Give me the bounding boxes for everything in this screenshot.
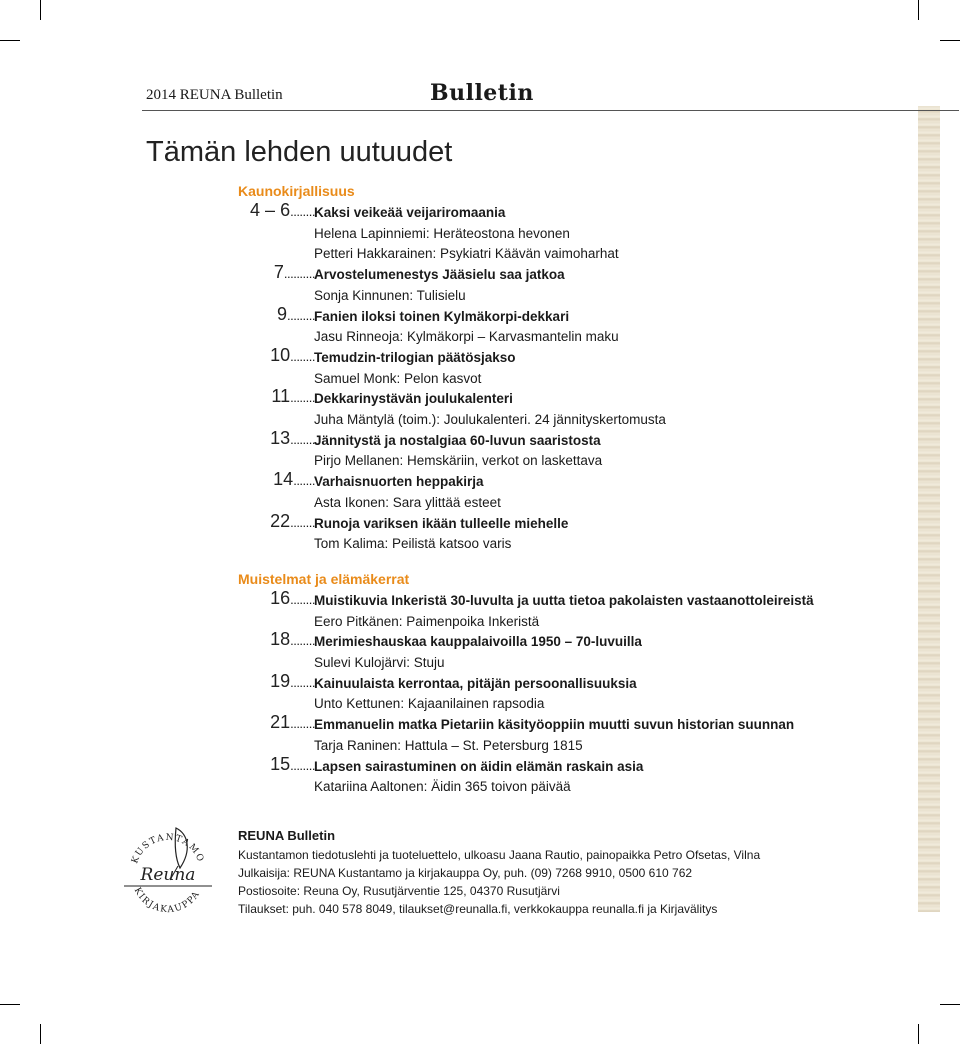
toc-entry-description: Tarja Raninen: Hattula – St. Petersburg 1815 (314, 737, 583, 753)
leader-dots: ........ (290, 674, 315, 690)
crop-mark (940, 40, 960, 41)
page-number: 19 (270, 670, 291, 691)
info-line: Kustantamon tiedotuslehti ja tuoteluettelo, ulkoasu Jaana Rautio, painopaikka Petro Ofsetas, Vilna (238, 848, 761, 862)
leader-dots: ........ (290, 514, 315, 530)
paper-edge-decoration (918, 106, 940, 912)
leader-dots: ........ (290, 348, 315, 364)
toc-page-number (237, 754, 315, 775)
toc-page-number (237, 428, 315, 449)
toc-entry-description: Petteri Hakkarainen: Psykiatri Käävän vaimoharhat (314, 246, 619, 262)
toc-page-number (237, 345, 315, 366)
leader-dots: ........ (290, 757, 315, 773)
leader-dots: ........ (290, 716, 315, 732)
header-divider (142, 110, 959, 111)
toc-entry-title: Varhaisnuorten heppakirja (314, 474, 484, 490)
crop-mark (0, 1004, 20, 1005)
toc-entry-description: Jasu Rinneoja: Kylmäkorpi – Karvasmantelin maku (314, 329, 619, 345)
leader-dots: ....... (293, 473, 315, 489)
toc-entry-title: Muistikuvia Inkeristä 30-luvulta ja uutta tietoa pakolaisten vastaanottoleireistä (314, 592, 814, 608)
leader-dots: ........ (290, 431, 315, 447)
leader-dots: ........ (290, 591, 315, 607)
header-year-label: 2014 REUNA Bulletin (146, 87, 283, 103)
page-number: 14 (273, 469, 294, 490)
toc-page-number (237, 200, 315, 221)
page-number: 9 (276, 303, 287, 324)
toc-page-number (237, 469, 315, 490)
leader-dots: ......... (286, 307, 315, 323)
toc-page-number (237, 386, 315, 407)
page-number: 21 (270, 712, 291, 733)
toc-entry-title: Kainuulaista kerrontaa, pitäjän persoonallisuuksia (314, 675, 637, 691)
toc-entry-description: Unto Kettunen: Kajaanilainen rapsodia (314, 696, 545, 712)
svg-text:KUSTANTAMO: KUSTANTAMO (130, 832, 206, 866)
toc-entry-title: Temudzin-trilogian päätösjakso (314, 349, 516, 365)
page-number: 18 (270, 629, 291, 650)
page-number: 10 (270, 344, 291, 365)
crop-mark (940, 1004, 960, 1005)
toc-entry-title: Runoja variksen ikään tulleelle miehelle (314, 515, 569, 531)
page-number: 7 (273, 262, 284, 283)
toc-entry-description: Eero Pitkänen: Paimenpoika Inkeristä (314, 613, 540, 629)
section-heading: Muistelmat ja elämäkerrat (238, 570, 410, 587)
reuna-logo (118, 820, 218, 920)
section-heading: Kaunokirjallisuus (238, 183, 355, 199)
info-title: REUNA Bulletin (238, 828, 336, 843)
toc-entry-description: Samuel Monk: Pelon kasvot (314, 370, 482, 386)
toc-entry-title: Emmanuelin matka Pietariin käsityöoppiin muutti suvun historian suunnan (314, 717, 795, 733)
page-number: 4 – 6 (250, 200, 291, 220)
crop-mark (40, 0, 41, 20)
crop-mark (918, 1024, 919, 1044)
toc-entry-description: Juha Mäntylä (toim.): Joulukalenteri. 24 jännityskertomusta (314, 412, 666, 427)
svg-text:KIRJAKAUPPA: KIRJAKAUPPA (131, 886, 203, 916)
page-number: 22 (270, 510, 291, 531)
toc-entry-description: Sulevi Kulojärvi: Stuju (314, 655, 445, 670)
toc-page-number (237, 588, 315, 609)
leader-dots: ........ (290, 633, 315, 649)
leader-dots: ........ (290, 204, 315, 219)
toc-page-number (237, 629, 315, 650)
toc-entry-title: Lapsen sairastuminen on äidin elämän raskain asia (314, 758, 644, 774)
toc-page-number (237, 671, 315, 692)
toc-entry-title: Kaksi veikeää veijariromaania (314, 205, 506, 220)
info-line: Postiosoite: Reuna Oy, Rusutjärventie 125, 04370 Rusutjärvi (238, 884, 560, 898)
toc-entry-title: Arvostelumenestys Jääsielu saa jatkoa (314, 267, 565, 283)
page-title: Tämän lehden uutuudet (146, 136, 453, 168)
toc-entry-title: Fanien iloksi toinen Kylmäkorpi-dekkari (314, 308, 570, 324)
toc-page-number (237, 511, 315, 532)
page-number: 15 (270, 753, 291, 774)
toc-entry-title: Dekkarinystävän joulukalenteri (314, 391, 513, 407)
bulletin-logo-text: Bulletin (430, 80, 534, 106)
crop-mark (40, 1024, 41, 1044)
toc-entry-description: Pirjo Mellanen: Hemskäriin, verkot on laskettava (314, 453, 603, 469)
toc-entry-title: Merimieshauskaa kauppalaivoilla 1950 – 70-luvuilla (314, 634, 642, 650)
toc-entry-description: Sonja Kinnunen: Tulisielu (314, 287, 466, 303)
leader-dots: .......... (283, 266, 315, 282)
toc-page-number (237, 304, 315, 325)
info-line: Tilaukset: puh. 040 578 8049, tilaukset@reunalla.fi, verkkokauppa reunalla.fi ja Kirjavälitys (238, 902, 718, 916)
toc-page-number (237, 712, 315, 733)
page-number: 16 (270, 587, 291, 608)
toc-entry-description: Helena Lapinniemi: Heräteostona hevonen (314, 225, 570, 241)
toc-page-number (237, 262, 315, 283)
toc-entry-title: Jännitystä ja nostalgiaa 60-luvun saaristosta (314, 432, 601, 448)
toc-entry-description: Tom Kalima: Peilistä katsoo varis (314, 536, 512, 552)
page-number: 13 (270, 427, 291, 448)
leader-dots: ........ (290, 390, 315, 406)
svg-text:Reuna: Reuna (140, 865, 196, 885)
crop-mark (918, 0, 919, 20)
toc-entry-description: Katariina Aaltonen: Äidin 365 toivon päivää (314, 779, 571, 795)
toc-entry-description: Asta Ikonen: Sara ylittää esteet (314, 494, 501, 510)
info-line: Julkaisija: REUNA Kustantamo ja kirjakauppa Oy, puh. (09) 7268 9910, 0500 610 762 (238, 866, 693, 880)
crop-mark (0, 40, 20, 41)
page-number: 11 (271, 386, 291, 407)
